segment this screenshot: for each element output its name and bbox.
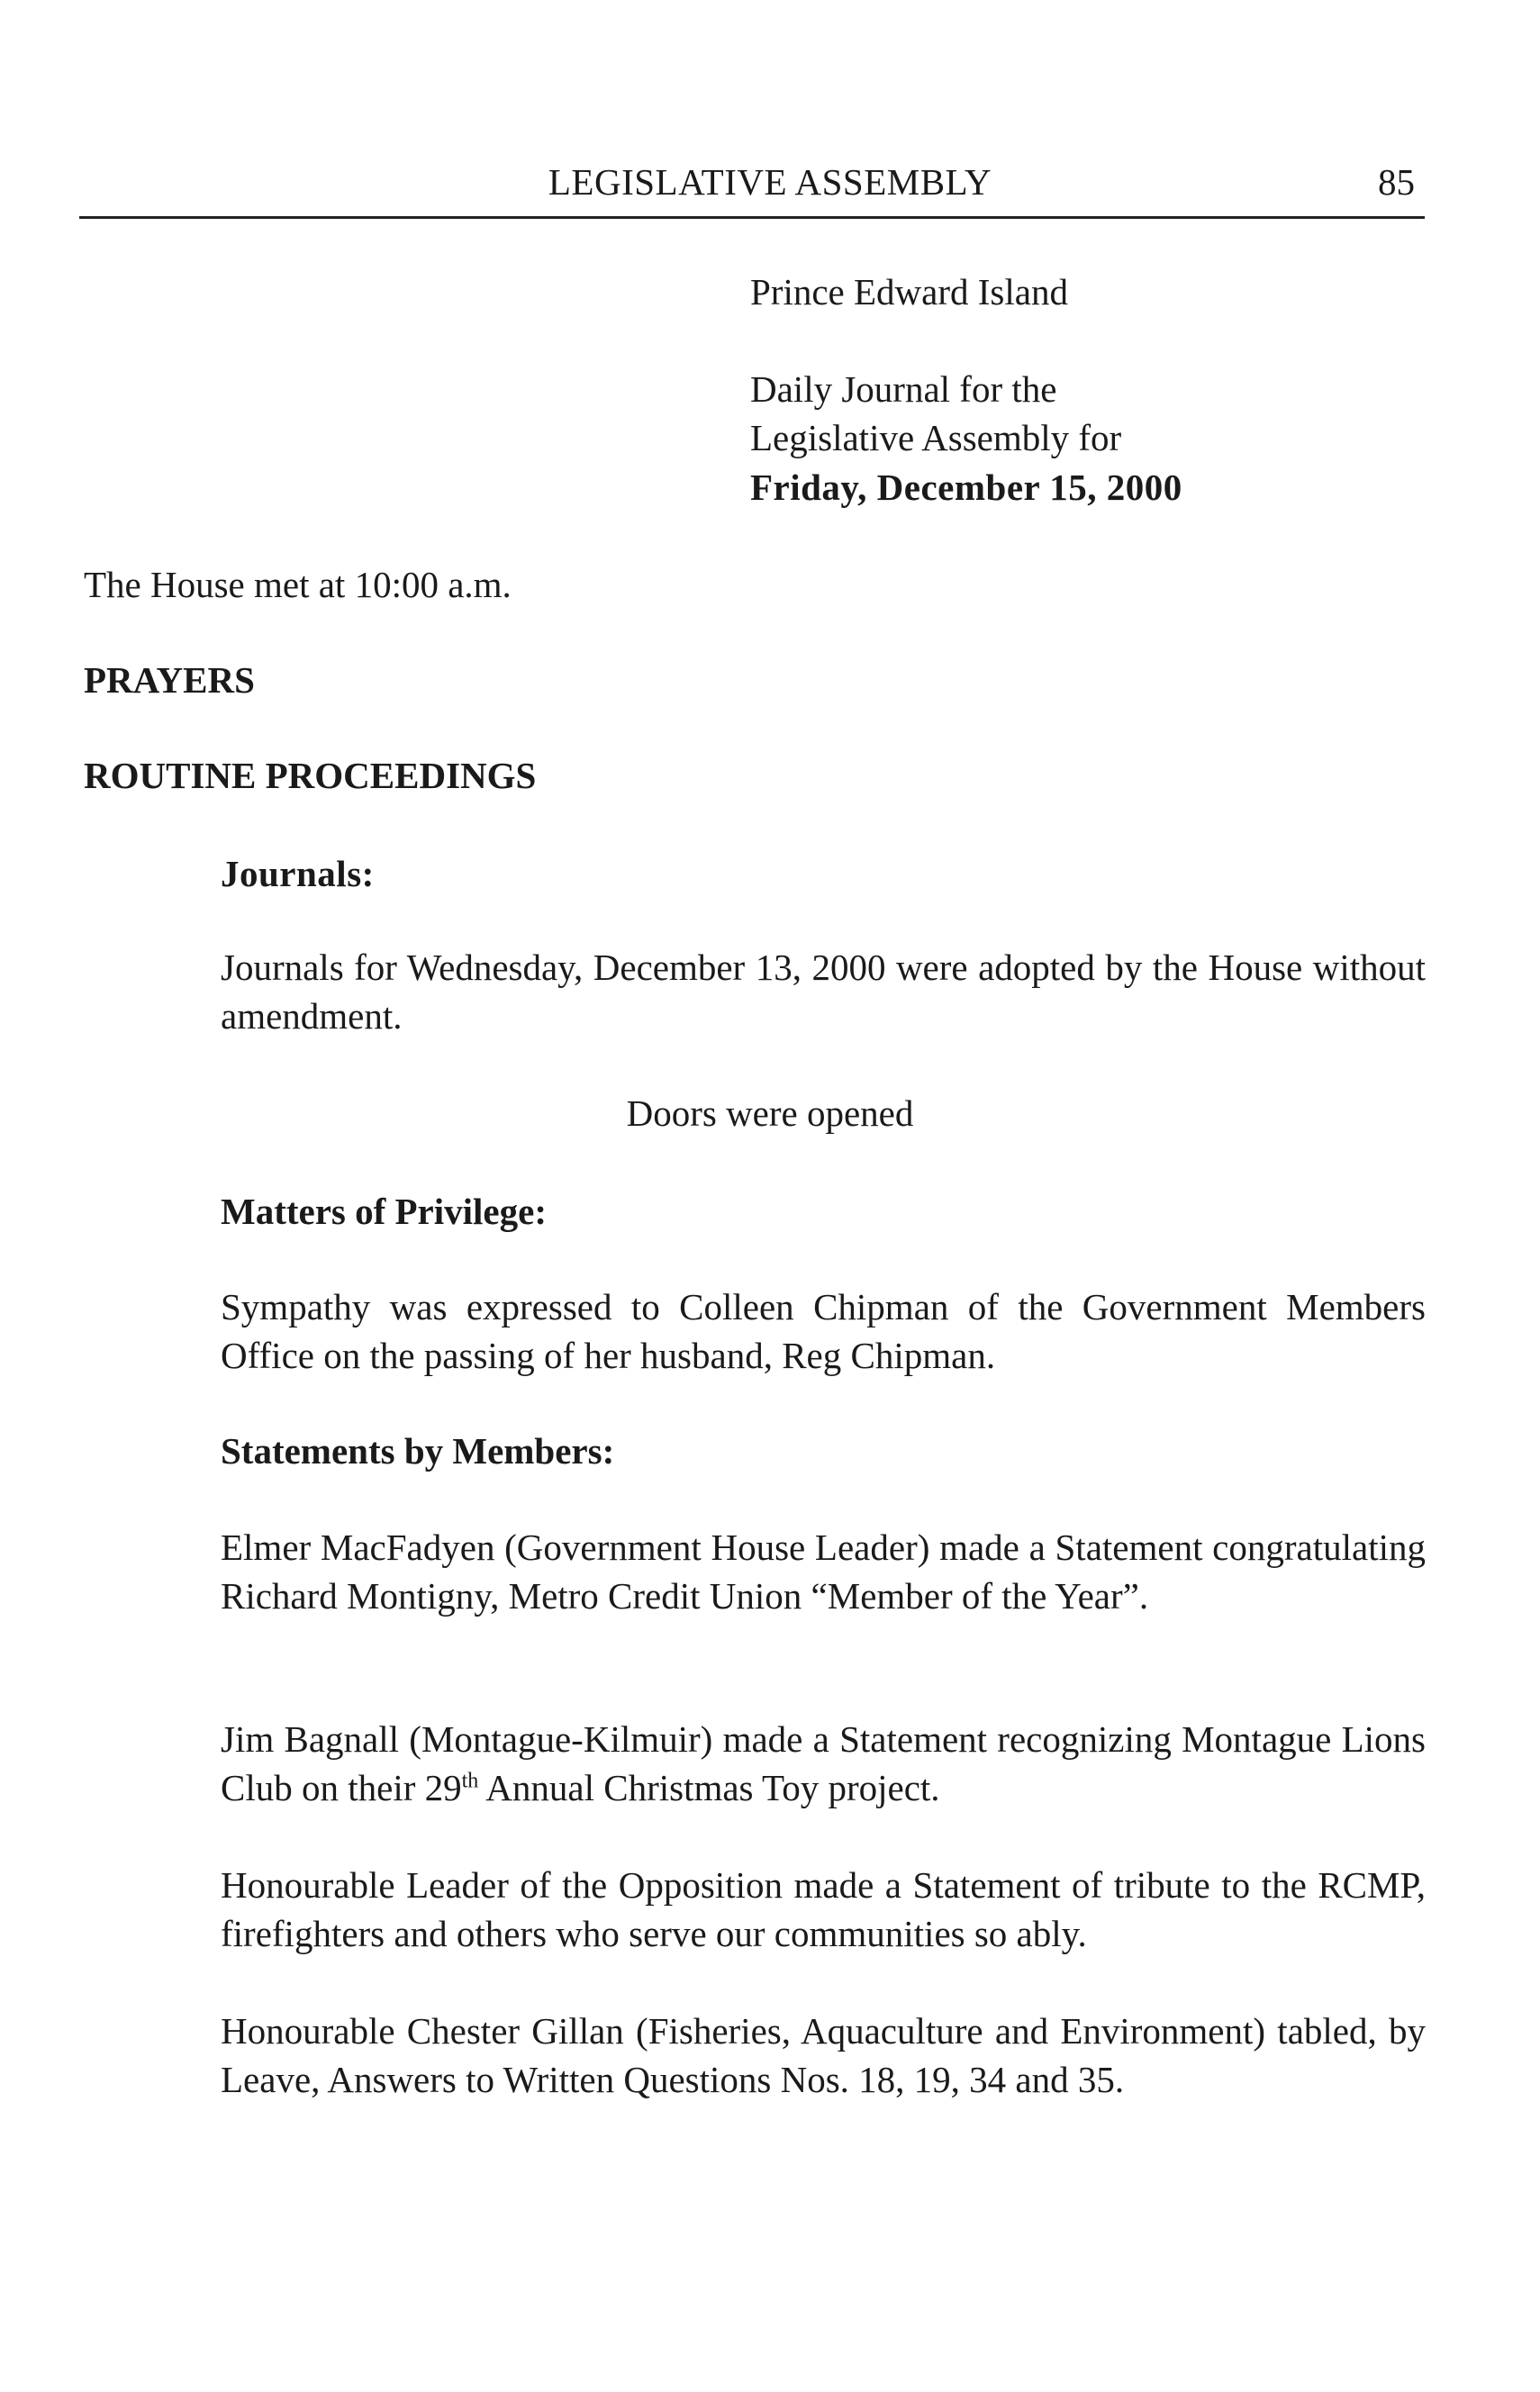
- statement-macfadyen: Elmer MacFadyen (Government House Leader) made a Statement congratulating Richard Montigny, Metro Credit Union “Member of the Year”.: [221, 1527, 1426, 1617]
- ordinal-suffix: th: [461, 1769, 479, 1793]
- header-rule: [79, 216, 1425, 219]
- statement-bagnall-text: Jim Bagnall (Montague-Kilmuir) made a Statement recognizing Montague Lions Club on their 29: [221, 1718, 1426, 1808]
- house-met-time: The House met at 10:00 a.m.: [84, 564, 512, 605]
- prayers-heading: PRAYERS: [84, 659, 255, 701]
- journal-date: Friday, December 15, 2000: [750, 467, 1182, 508]
- journals-heading: Journals:: [221, 853, 375, 894]
- journals-paragraph: Journals for Wednesday, December 13, 2000 were adopted by the House without amendment.: [221, 947, 1426, 1037]
- running-header-title: LEGISLATIVE ASSEMBLY: [548, 161, 992, 203]
- statement-bagnall: [221, 1715, 1426, 1812]
- privilege-paragraph: Sympathy was expressed to Colleen Chipman of the Government Members Office on the passing of her husband, Reg Chipman.: [221, 1286, 1426, 1376]
- page-number: 85: [1378, 161, 1415, 203]
- routine-proceedings-heading: ROUTINE PROCEEDINGS: [84, 755, 537, 796]
- statement-gillan: Honourable Chester Gillan (Fisheries, Aquaculture and Environment) tabled, by Leave, Answers to Written Questions Nos. 18, 19, 34 and 35.: [221, 2010, 1426, 2100]
- statement-bagnall-text-end: Annual Christmas Toy project.: [478, 1767, 940, 1808]
- province-name: Prince Edward Island: [750, 271, 1068, 313]
- privilege-heading: Matters of Privilege:: [221, 1191, 547, 1232]
- doors-opened-note: Doors were opened: [626, 1092, 914, 1134]
- statement-opposition-leader: Honourable Leader of the Opposition made a Statement of tribute to the RCMP, firefighters and others who serve our communities so ably.: [221, 1864, 1426, 1954]
- journal-title-line-1: Daily Journal for the: [750, 368, 1057, 410]
- journal-title-line-2: Legislative Assembly for: [750, 417, 1122, 458]
- statements-heading: Statements by Members:: [221, 1430, 615, 1472]
